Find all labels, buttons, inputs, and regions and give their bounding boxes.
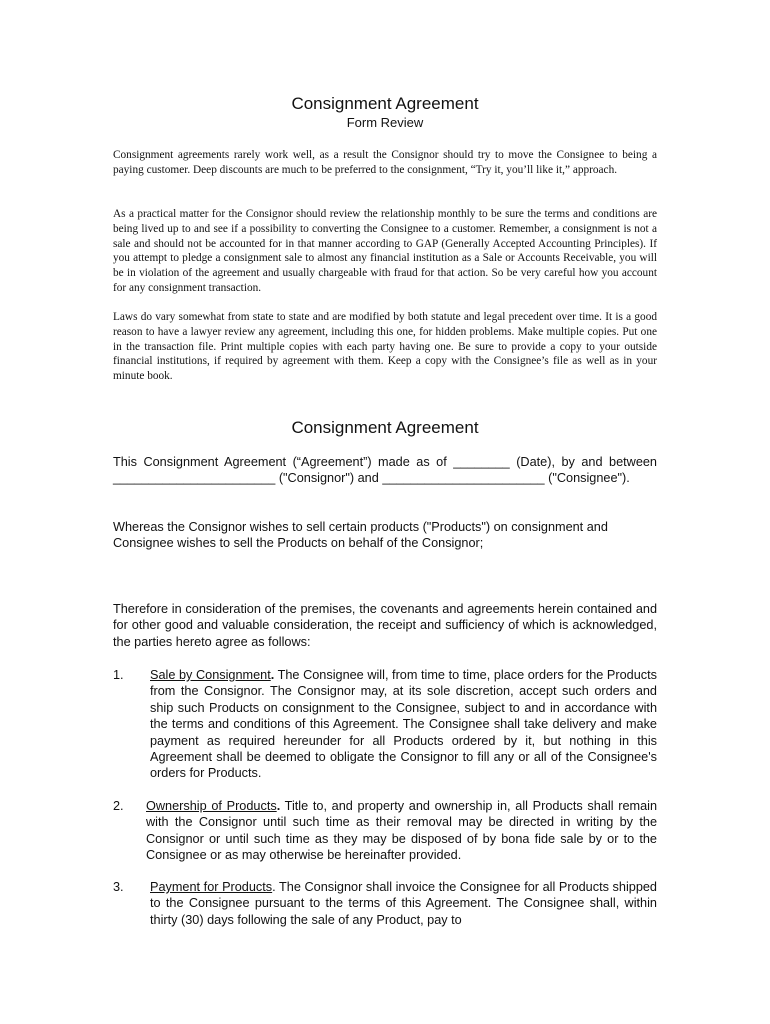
agreement-intro: This Consignment Agreement (“Agreement”) made as of ________ (Date), by and between _______________________ ("Consignor") and _______________________ ("Consignee"). <box>113 455 657 486</box>
clause-heading-punct: . <box>270 668 275 682</box>
clause-sale-by-consignment <box>113 667 657 782</box>
clause-heading: Sale by Consignment <box>150 668 271 682</box>
review-paragraph: As a practical matter for the Consignor should review the relationship monthly to be sure the terms and conditions are being lived up to and see if a possibility to converting the Consignee to a customer. Remember, a consignment is not a sale and should not be accounted for in that manner according to GAP (Generally Accepted Accounting Principles). If you attempt to pledge a consignment sale to almost any financial institution as a Sale or Accounts Receivable, you will be in violation of the agreement and usually chargeable with fraud for that action. So be very careful how you account for any consignment transaction. <box>113 208 657 294</box>
clause-text: Title to, and property and ownership in, all Products shall remain with the Consignor until such time as their removal may be directed in writing by the Consignor or until such time as they may be disposed of by bona fide sale by or to the Consignee or as may otherwise be hereinafter provided. <box>146 799 657 863</box>
clause-heading: Ownership of Products <box>146 799 277 813</box>
clause-body <box>150 879 657 928</box>
clause-payment-for-products <box>113 879 657 928</box>
clause-text: The Consignor shall invoice the Consignee for all Products shipped to the Consignee pursuant to the terms of this Agreement. The Consignee shall, within thirty (30) days following the sale of any Product, pay to <box>150 880 657 927</box>
form-review-title: Consignment Agreement <box>291 94 479 113</box>
clause-heading-punct: . <box>276 799 281 813</box>
clause-ownership-of-products <box>113 798 657 864</box>
clause-heading: Payment for Products <box>150 880 273 894</box>
clause-body <box>146 798 657 864</box>
therefore-clause: Therefore in consideration of the premises, the covenants and agreements herein contained and for other good and valuable consideration, the receipt and sufficiency of which is acknowledged, the parties hereto agree as follows: <box>113 602 657 649</box>
clause-number: 3. <box>113 880 124 894</box>
clause-text: The Consignee will, from time to time, place orders for the Products from the Consignor. The Consignor may, at its sole discretion, accept such orders and ship such Products on consignment to the Consignee, subject to and in accordance with the terms and conditions of this Agreement. The Consignee shall take delivery and make payment as required hereunder for all Products ordered by it, but nothing in this Agreement shall be deemed to obligate the Consignor to fill any or all of the Consignee's orders for Products. <box>150 668 657 781</box>
clause-number: 2. <box>113 799 124 813</box>
review-paragraph: Laws do vary somewhat from state to state and are modified by both statute and legal precedent over time. It is a good reason to have a lawyer review any agreement, including this one, for hidden problems. Make multiple copies. Put one in the transaction file. Print multiple copies with each party having one. Be sure to provide a copy to your outside financial institutions, if required by agreement with them. Keep a copy with the Consignee’s file as well as in your minute book. <box>113 311 657 383</box>
clause-body <box>150 667 657 782</box>
whereas-clause: Whereas the Consignor wishes to sell certain products ("Products") on consignment and Consignee wishes to sell the Products on behalf of the Consignor; <box>113 520 608 551</box>
clause-number: 1. <box>113 668 124 682</box>
form-review-subtitle: Form Review <box>346 115 424 130</box>
review-paragraph: Consignment agreements rarely work well, as a result the Consignor should try to move the Consignee to being a paying customer. Deep discounts are much to be preferred to the consignment, “Try it, you’ll like it,” approach. <box>113 149 657 176</box>
agreement-title: Consignment Agreement <box>291 418 479 437</box>
clause-heading-punct: . <box>272 880 276 894</box>
